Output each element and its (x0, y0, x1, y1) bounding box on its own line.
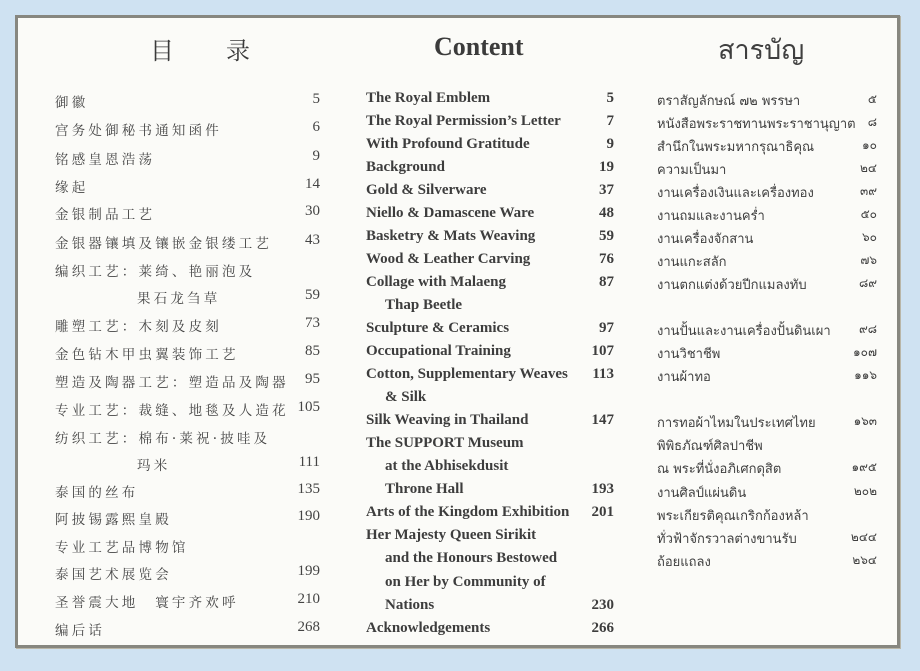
toc-entry-title: Cotton, Supplementary Weaves (366, 366, 568, 382)
toc-entry-title: 专业工艺：裁缝、地毯及人造花 (55, 403, 289, 419)
toc-entry-title: ความเป็นมา (657, 163, 727, 178)
toc-entry-title: Throne Hall (385, 481, 464, 497)
toc-entry-title: and the Honours Bestowed (385, 550, 558, 566)
toc-entry-page: 48 (599, 205, 614, 221)
toc-entry-page: 97 (599, 320, 614, 336)
toc-entry-title: งานถมและงานคร่ำ (657, 209, 765, 224)
toc-entry-title: ณ พระที่นั่งอภิเศกดุสิต (657, 462, 782, 477)
toc-entry-page: 43 (305, 232, 320, 248)
toc-entry-title: 编织工艺：莱绮、艳丽泡及 (55, 264, 256, 280)
toc-entry-title: 专业工艺品博物馆 (55, 540, 189, 556)
toc-entry-page: ๕ (867, 92, 877, 106)
toc-entry-page: 6 (312, 119, 320, 135)
toc-entry-title: งานปั้นและงานเครื่องปั้นดินเผา (657, 324, 831, 339)
toc-entry-title: 编后话 (55, 623, 106, 639)
toc-entry-title: Thap Beetle (385, 297, 463, 313)
toc-entry-title: งานวิชาชีพ (657, 347, 721, 362)
toc-entry-page: 59 (305, 287, 320, 303)
toc-entry-page: 37 (599, 182, 614, 198)
toc-entry-title: การทอผ้าไหมในประเทศไทย (657, 416, 816, 431)
toc-entry-title: Collage with Malaeng (366, 274, 506, 290)
toc-entry-page: ๕๐ (860, 207, 877, 221)
english-contents-title: Content (434, 32, 524, 61)
toc-entry-page: 135 (297, 481, 320, 497)
toc-entry-page: 9 (606, 136, 614, 152)
toc-entry-title: 御徽 (55, 95, 89, 111)
toc-entry-page: ๓๙ (860, 184, 877, 198)
toc-entry-title: & Silk (385, 389, 427, 405)
toc-entry-title: 金色钻木甲虫翼装饰工艺 (55, 347, 239, 363)
toc-entry-title: 泰国艺术展览会 (55, 567, 172, 583)
toc-entry-title: 缘起 (55, 180, 89, 196)
toc-entry-page: 210 (297, 591, 320, 607)
toc-entry-title: Wood & Leather Carving (366, 251, 531, 267)
toc-entry-page: ๒๔ (860, 161, 877, 175)
toc-entry-title: 玛米 (137, 458, 171, 474)
toc-entry-title: 果石龙刍草 (137, 291, 221, 307)
toc-entry-page: ๑๖๓ (853, 414, 877, 428)
toc-entry-page: 111 (298, 454, 320, 470)
toc-entry-title: พิพิธภัณฑ์ศิลปาชีพ (657, 439, 763, 454)
toc-entry-page: 190 (297, 508, 320, 524)
toc-entry-page: ๖๐ (862, 230, 877, 244)
toc-entry-title: Gold & Silverware (366, 182, 487, 198)
toc-entry-page: 266 (591, 620, 614, 636)
toc-entry-page: ๑๙๕ (851, 460, 877, 474)
toc-entry-title: Nations (385, 597, 435, 613)
toc-entry-title: Her Majesty Queen Sirikit (366, 527, 537, 543)
toc-entry-title: 宫务处御秘书通知函件 (55, 123, 222, 139)
toc-entry-page: 201 (591, 504, 614, 520)
toc-entry-title: สำนึกในพระมหากรุณาธิคุณ (657, 140, 815, 155)
toc-entry-page: 147 (591, 412, 614, 428)
toc-entry-page: 199 (297, 563, 320, 579)
toc-entry-title: 雕塑工艺：木刻及皮刻 (55, 319, 222, 335)
chinese-contents-title: 目录 (150, 37, 302, 65)
toc-entry-title: งานเครื่องเงินและเครื่องทอง (657, 186, 814, 201)
toc-entry-title: Niello & Damascene Ware (366, 205, 535, 221)
toc-entry-title: Arts of the Kingdom Exhibition (366, 504, 570, 520)
toc-entry-page: 14 (305, 176, 320, 192)
toc-entry-title: The Royal Emblem (366, 90, 491, 106)
toc-entry-page: ๒๐๒ (853, 484, 877, 498)
toc-entry-page: 19 (599, 159, 614, 175)
toc-entry-title: Basketry & Mats Weaving (366, 228, 536, 244)
toc-entry-page: ๘๙ (858, 276, 877, 290)
toc-entry-page: 76 (599, 251, 614, 267)
toc-entry-title: ถ้อยแถลง (657, 555, 711, 570)
toc-entry-title: 阿披锡露熙皇殿 (55, 512, 172, 528)
toc-entry-page: ๘ (867, 115, 877, 129)
toc-entry-title: งานแกะสลัก (657, 255, 727, 270)
toc-entry-title: The Royal Permission’s Letter (366, 113, 561, 129)
toc-entry-title: at the Abhisekdusit (385, 458, 509, 474)
thai-contents-title: สารบัญ (718, 35, 805, 66)
toc-entry-title: งานเครื่องจักสาน (657, 232, 754, 247)
toc-entry-page: 5 (312, 91, 320, 107)
toc-entry-page: 5 (606, 90, 614, 106)
toc-entry-page: 85 (305, 343, 320, 359)
toc-entry-page: ๙๘ (858, 322, 877, 336)
toc-entry-title: งานผ้าทอ (657, 370, 711, 385)
toc-entry-page: ๗๖ (860, 253, 877, 267)
toc-entry-page: ๑๐ (862, 138, 877, 152)
toc-entry-page: 7 (606, 113, 614, 129)
toc-entry-page: 95 (305, 371, 320, 387)
toc-entry-title: Sculpture & Ceramics (366, 320, 510, 336)
toc-entry-page: 9 (312, 148, 320, 164)
toc-entry-title: งานตกแต่งด้วยปีกแมลงทับ (657, 278, 807, 293)
toc-entry-page: 107 (591, 343, 614, 359)
toc-entry-page: 30 (305, 203, 320, 219)
toc-entry-title: 塑造及陶器工艺：塑造品及陶器 (55, 375, 289, 391)
toc-entry-title: Occupational Training (366, 343, 511, 359)
toc-entry-title: The SUPPORT Museum (366, 435, 524, 451)
toc-entry-title: งานศิลป์แผ่นดิน (657, 486, 747, 501)
toc-entry-title: Background (366, 159, 445, 175)
toc-entry-title: Acknowledgements (366, 620, 491, 636)
toc-entry-title: ทั่วฟ้าจักรวาลต่างขานรับ (657, 532, 797, 547)
toc-entry-page: 73 (305, 315, 320, 331)
toc-entry-page: 268 (297, 619, 320, 635)
toc-entry-page: ๒๔๔ (850, 530, 877, 544)
toc-entry-title: 纺织工艺：棉布·莱祝·披哇及 (55, 431, 271, 447)
toc-entry-title: พระเกียรติคุณเกริกก้องหล้า (657, 509, 809, 524)
toc-entry-title: 铭感皇恩浩荡 (55, 152, 156, 168)
toc-entry-title: 金银器镶填及镶嵌金银缕工艺 (55, 236, 273, 252)
toc-entry-page: 193 (591, 481, 614, 497)
toc-entry-page: 105 (297, 399, 320, 415)
toc-entry-title: ตราสัญลักษณ์ ๗๒ พรรษา (657, 94, 801, 109)
toc-entry-title: Silk Weaving in Thailand (366, 412, 529, 428)
toc-entry-title: 圣誉震大地 寰宇齐欢呼 (55, 595, 239, 611)
toc-entry-page: 59 (599, 228, 614, 244)
toc-entry-page: 113 (592, 366, 614, 382)
toc-entry-title: With Profound Gratitude (366, 136, 530, 152)
toc-entry-title: หนังสือพระราชทานพระราชานุญาต (657, 117, 856, 132)
toc-entry-page: 230 (591, 597, 614, 613)
toc-entry-title: on Her by Community of (385, 574, 546, 590)
toc-entry-page: ๑๑๖ (854, 368, 877, 382)
toc-entry-title: 泰国的丝布 (55, 485, 139, 501)
toc-entry-page: ๑๐๗ (853, 345, 877, 359)
toc-entry-page: ๒๖๔ (852, 553, 877, 567)
toc-entry-page: 87 (599, 274, 614, 290)
toc-entry-title: 金银制品工艺 (55, 207, 156, 223)
